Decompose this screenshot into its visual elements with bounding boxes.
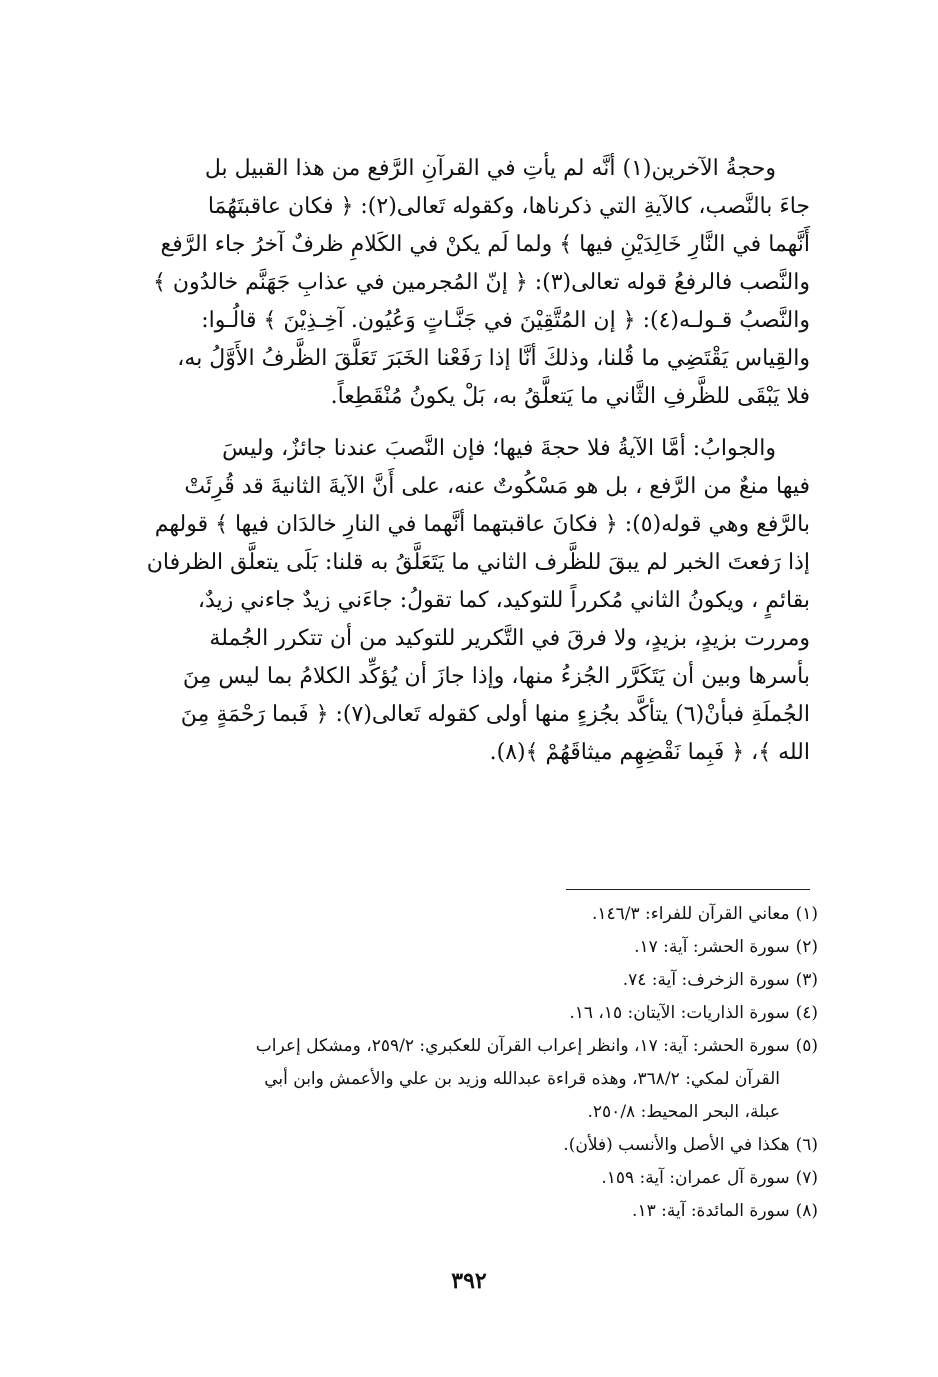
- footnote-text: هكذا في الأصل والأنسب (فلأن).: [563, 1135, 790, 1155]
- footnote-3: [118, 964, 818, 997]
- footnote-4: [118, 997, 818, 1030]
- footnote-number: (٨): [795, 1201, 818, 1221]
- footnote-number: (٢): [795, 937, 818, 957]
- footnote-divider: [566, 889, 810, 890]
- footnote-text: سورة الحشر: آية: ١٧.: [634, 937, 790, 957]
- footnote-1: [118, 898, 818, 931]
- footnote-number: (٣): [795, 970, 818, 990]
- footnote-number: (٦): [795, 1135, 818, 1155]
- footnote-text: سورة الذاريات: الآيتان: ١٥، ١٦.: [569, 1003, 790, 1023]
- footnote-text: سورة آل عمران: آية: ١٥٩.: [601, 1168, 790, 1188]
- footnote-number: (١): [795, 904, 818, 924]
- footnote-2: [118, 931, 818, 964]
- paragraph-2: والجوابُ: أمَّا الآيةُ فلا حجةَ فيها؛ فإن النَّصبَ عندنا جائزٌ، وليسَ فيها منعٌ من الرَّفع ، بل هو مَسْكُوتٌ عنه، على أَنَّ الآيةَ الثانيةَ قد قُرِئَتْ بالرَّفع وهي قوله(٥): ﴿ فكانَ عاقبتهما أنَّهما في النارِ خالدَان فيها ﴾ قولهم إذا رَفعتَ الخبر لم يبقَ للظَّرف الثاني ما يَتَعَلَّقُ به قلنا: بَلَى يتعلَّق الظرفان بقائمٍ ، ويكونُ الثاني مُكرراً للتوكيد، كما تقولُ: جاءَني زيدٌ جاءني زيدٌ، ومررت بزيدٍ، بزيدٍ، ولا فرقَ في التَّكرير للتوكيد من أن تتكرر الجُملة بأسرها وبين أن يَتَكَرَّر الجُزءُ منها، وإذا جازَ أن يُؤكِّد الكلامُ بما ليس مِنَ الجُملَةِ فبأنْ(٦) يتأكَّد بجُزءٍ منها أولى كقوله تَعالى(٧): ﴿ فَبما رَحْمَةٍ مِنَ الله ﴾، ﴿ فَبِما نَقْضِهِم ميثاقَهُمْ ﴾(٨).: [146, 436, 810, 765]
- footnote-8: [118, 1195, 818, 1228]
- main-text: [126, 150, 810, 772]
- footnotes-list: [118, 898, 818, 1228]
- footnote-number: (٥): [795, 1036, 818, 1056]
- footnote-number: (٧): [795, 1168, 818, 1188]
- footnote-7: [118, 1162, 818, 1195]
- footnote-number: (٤): [795, 1003, 818, 1023]
- footnote-text: معاني القرآن للفراء: ١٤٦/٣.: [591, 904, 790, 924]
- paragraph-1: وحجةُ الآخرين(١) أنَّه لم يأتِ في القرآنِ الرَّفع من هذا القبيل بل جاءَ بالنَّصب، كالآيةِ التي ذكرناها، وكقوله تَعالى(٢): ﴿ فكان عاقبتَهُمَا أَنَّهما في النَّارِ خَالِدَيْنِ فيها ﴾ ولما لَم يكنْ في الكَلامِ ظرفٌ آخرُ جاء الرَّفع والنَّصب فالرفعُ قوله تعالى(٣): ﴿ إنّ المُجرمين في عذابِ جَهَنَّم خالدُون ﴾ والنَّصبُ قـولـه(٤): ﴿ إن المُتَّقِيْنَ في جَنَّـاتٍ وَعُيُون. آخِـذِيْنَ ﴾ قالُـوا: والقِياس يَقْتَضِي ما قُلنا، وذلكَ أنَّا إذا رَفَعْنا الخَبَرَ تَعَلَّقَ الظَّرفُ الأَوَّلُ به، فلا يَبْقَى للظَّرفِ الثَّاني ما يَتعلَّقُ به، بَلْ يكونُ مُنْقَطِعاً.: [152, 156, 810, 409]
- page-number: ٣٩٢: [451, 1268, 487, 1294]
- footnote-text: سورة المائدة: آية: ١٣.: [632, 1201, 790, 1221]
- footnote-text: سورة الزخرف: آية: ٧٤.: [622, 970, 790, 990]
- footnote-text: سورة الحشر: آية: ١٧، وانظر إعراب القرآن للعكبري: ٢٥٩/٢، ومشكل إعراب القرآن لمكي: ٣٦٨/٢، وهذه قراءة عبدالله وزيد بن علي والأعمش وابن أبي عبلة، البحر المحيط: ٢٥٠/٨.: [255, 1036, 790, 1122]
- footnote-5: [118, 1030, 818, 1129]
- footnote-6: [118, 1129, 818, 1162]
